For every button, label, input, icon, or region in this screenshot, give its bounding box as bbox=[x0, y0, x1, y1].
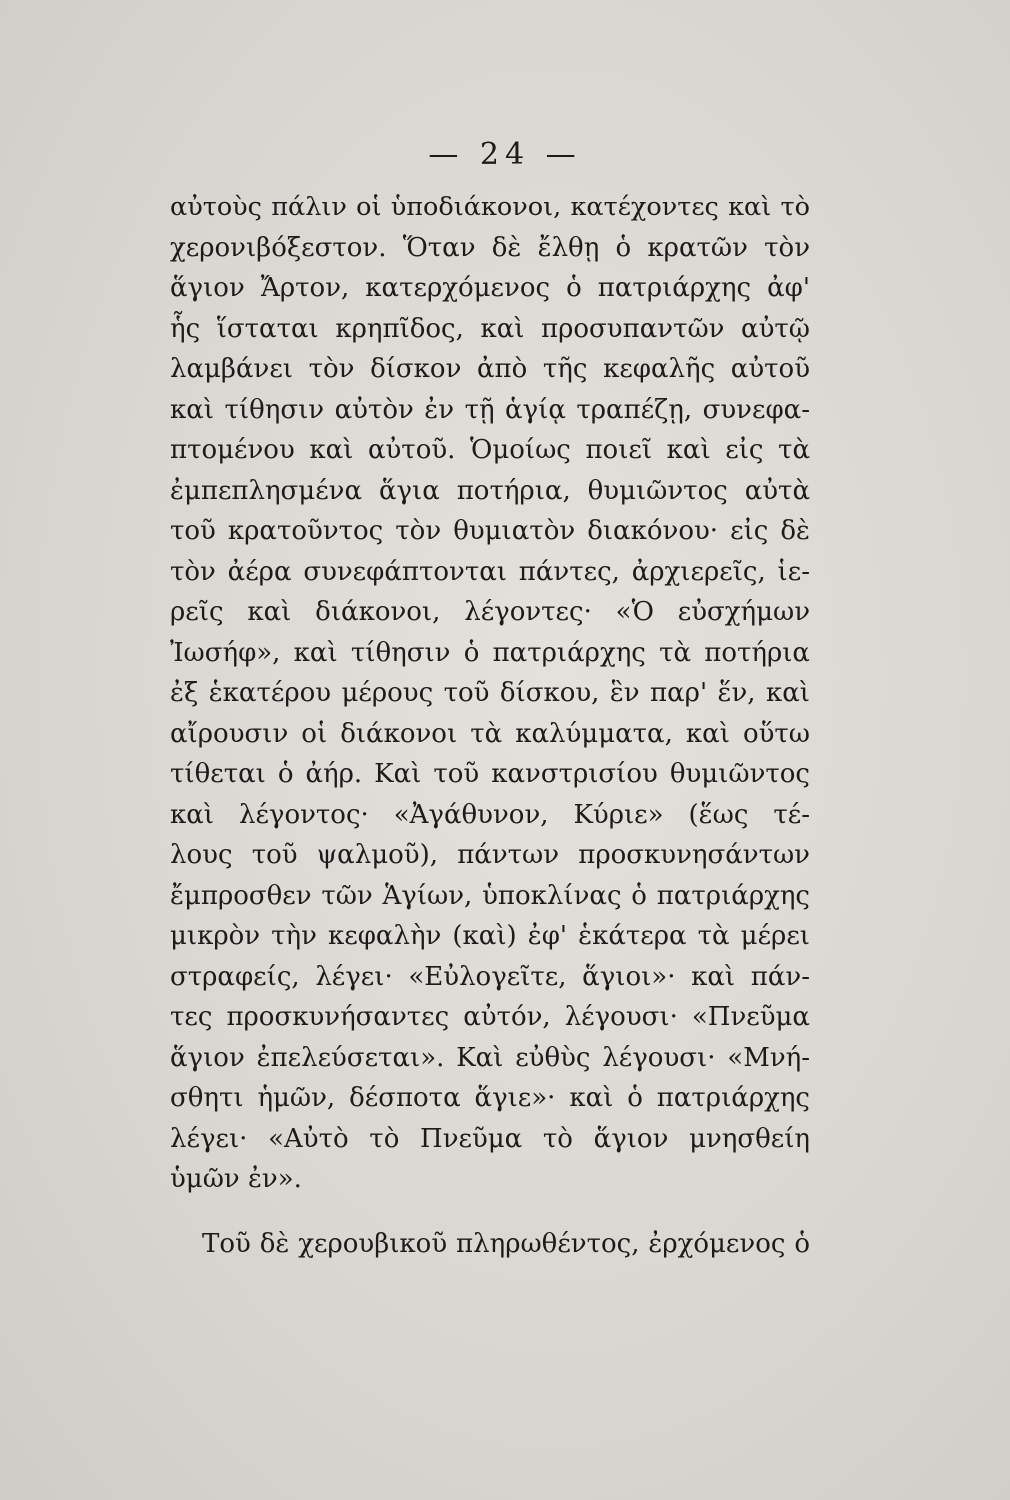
text-line: χερονιβόξεστον. Ὅταν δὲ ἔλθῃ ὁ κρατῶν τὸν bbox=[170, 232, 810, 263]
text-line: καὶ λέγοντος· «Ἀγάθυνον, Κύριε» (ἕως τέ- bbox=[170, 799, 810, 830]
text-line: ἅγιον ἐπελεύσεται». Καὶ εὐθὺς λέγουσι· «Μνή- bbox=[170, 1042, 810, 1073]
text-line: λους τοῦ ψαλμοῦ), πάντων προσκυνησάντων bbox=[170, 840, 810, 870]
text-line: αὐτοὺς πάλιν οἱ ὑποδιάκονοι, κατέχοντες καὶ τὸ bbox=[170, 192, 810, 222]
text-line: Τοῦ δὲ χερουβικοῦ πληρωθέντος, ἐρχόμενος ὁ bbox=[202, 1228, 810, 1259]
text-line: μικρὸν τὴν κεφαλὴν (καὶ) ἐφ' ἑκάτερα τὰ μέρει bbox=[170, 921, 810, 951]
text-line: ρεῖς καὶ διάκονοι, λέγοντες· «Ὁ εὐσχήμων bbox=[170, 597, 810, 627]
paragraph bbox=[170, 187, 810, 1200]
text-line: ὑμῶν ἐν». bbox=[170, 1164, 302, 1194]
text-line: τοῦ κρατοῦντος τὸν θυμιατὸν διακόνου· εἰς δὲ bbox=[170, 516, 810, 546]
text-line: λαμβάνει τὸν δίσκον ἀπὸ τῆς κεφαλῆς αὐτοῦ bbox=[170, 354, 810, 384]
text-line: Ἰωσήφ», καὶ τίθησιν ὁ πατριάρχης τὰ ποτήρια bbox=[170, 637, 810, 668]
text-line: στραφείς, λέγει· «Εὐλογεῖτε, ἅγιοι»· καὶ πάν- bbox=[170, 961, 810, 992]
text-line: πτομένου καὶ αὐτοῦ. Ὁμοίως ποιεῖ καὶ εἰς τὰ bbox=[170, 435, 810, 465]
text-line: ἔμπροσθεν τῶν Ἁγίων, ὑποκλίνας ὁ πατριάρχης bbox=[170, 880, 810, 911]
paragraph bbox=[170, 1224, 810, 1265]
text-line: αἴρουσιν οἱ διάκονοι τὰ καλύμματα, καὶ οὕτω bbox=[170, 718, 810, 749]
text-line: ἅγιον Ἄρτον, κατερχόμενος ὁ πατριάρχης ἀφ' bbox=[170, 273, 810, 303]
text-line: ἧς ἵσταται κρηπῖδος, καὶ προσυπαντῶν αὐτῷ bbox=[170, 313, 810, 344]
body-text bbox=[170, 187, 810, 1264]
paragraph-gap bbox=[170, 1200, 810, 1224]
text-line: τίθεται ὁ ἀήρ. Καὶ τοῦ κανστρισίου θυμιῶντος bbox=[170, 759, 810, 789]
text-line: τὸν ἀέρα συνεφάπτονται πάντες, ἀρχιερεῖς, ἱε- bbox=[170, 556, 810, 587]
text-line: λέγει· «Αὐτὸ τὸ Πνεῦμα τὸ ἅγιον μνησθείη bbox=[170, 1123, 810, 1154]
text-line: σθητι ἡμῶν, δέσποτα ἅγιε»· καὶ ὁ πατριάρχης bbox=[170, 1083, 810, 1113]
text-line: τες προσκυνήσαντες αὐτόν, λέγουσι· «Πνεῦμα bbox=[170, 1002, 810, 1032]
page-number: — 24 — bbox=[428, 137, 582, 172]
text-line: ἐξ ἑκατέρου μέρους τοῦ δίσκου, ἓν παρ' ἕν, καὶ bbox=[170, 678, 810, 708]
text-line: καὶ τίθησιν αὐτὸν ἐν τῇ ἁγίᾳ τραπέζῃ, συνεφα- bbox=[170, 394, 810, 425]
text-line: ἐμπεπλησμένα ἅγια ποτήρια, θυμιῶντος αὐτὰ bbox=[170, 475, 810, 506]
